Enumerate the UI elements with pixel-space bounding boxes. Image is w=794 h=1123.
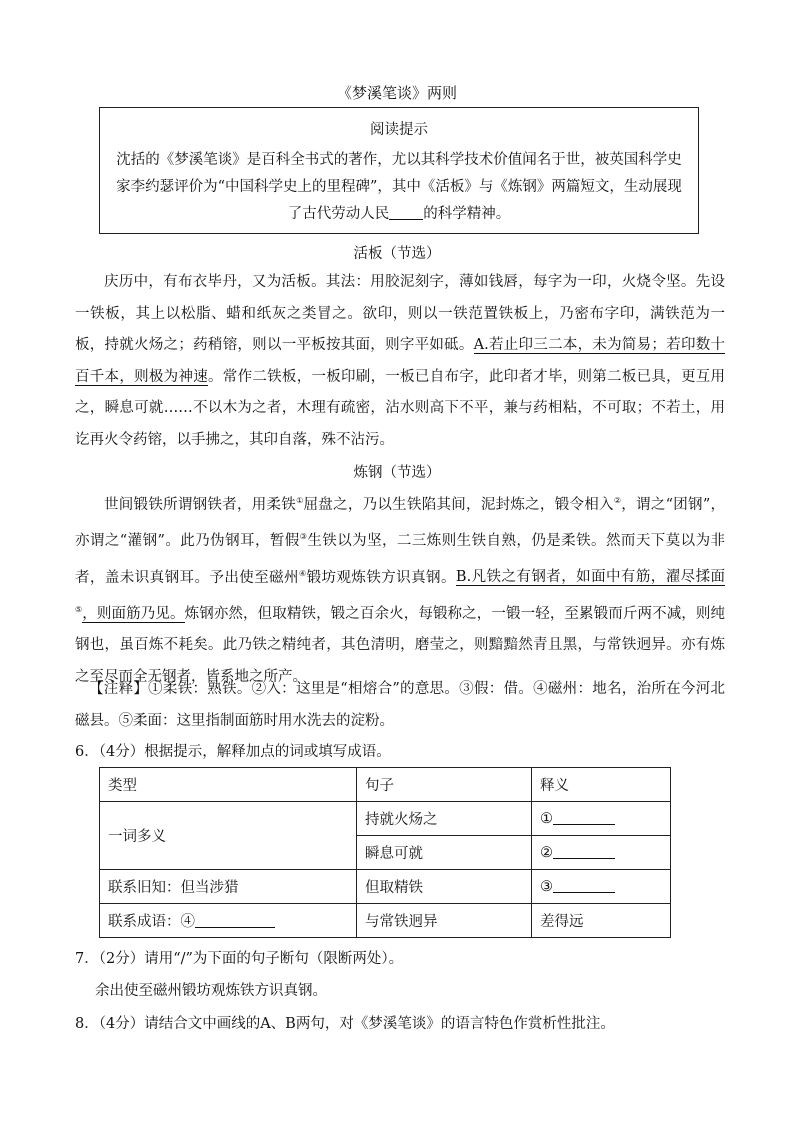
passage-liangang-part-5: 锻坊观炼铁方识真钢。 [306,569,456,586]
question-6-stem: 6．（4分）根据提示，解释加点的词或填写成语。 [75,744,391,760]
row3-type-cell [100,904,357,938]
row1-type: 一词多义 [100,802,357,870]
underlined-sentence-a: A.若止印三二本，未为简易；若印数十百千本，则极为神速 [75,337,725,385]
section-heading-huoban: 活板（节选） [353,246,441,262]
row2-answer-cell [532,870,671,904]
header-sentence: 句子 [357,768,532,802]
row3-sentence: 与常铁迥异 [357,904,532,938]
row1b-sentence: 瞬息可就 [357,836,532,870]
header-meaning: 释义 [532,768,671,802]
answer-blank-1[interactable] [553,810,615,825]
question-7-stem: 7．（2分）请用“/”为下面的句子断句（限断两处）。 [75,951,404,967]
table-row [100,870,671,904]
answer-blank-2[interactable] [553,844,615,859]
footnote-marker-2: ② [613,496,622,505]
row1a-answer-cell [532,802,671,836]
reading-tip-text-b: 的科学精神。 [423,206,511,222]
row2-sentence: 但取精铁 [357,870,532,904]
row1a-answer-label: ① [540,811,553,827]
passage-liangang-part-4: 生铁以为坚，二三炼则生铁自熟，仍是柔铁。然而天下莫以为非者，盖未识真钢耳。予出使至磁州 [75,533,726,586]
row1b-answer-label: ② [540,845,553,861]
passage-huoban [75,267,725,456]
answer-blank-4[interactable] [195,913,275,928]
table-row [100,904,671,938]
answer-blank-3[interactable] [553,878,615,893]
underlined-sentence-b-part-1: B.凡铁之有钢者，如面中有筋，濯尽揉面 [455,569,726,586]
footnote-marker-5: ⑤ [75,604,83,614]
passage-huoban-part-a: 庆历中，有布衣毕丹，又为活板。其法：用胶泥刻字，薄如钱唇，每字为一印，火烧令坚。先设一铁板，其上以松脂、蜡和纸灰之类冒之。欲印，则以一铁范置铁板上，乃密布字印，满铁范为一板，持就火炀之；药稍镕，则以一平板按其面，则字平如砥。 [75,274,725,353]
fill-blank[interactable] [389,205,423,220]
passage-liangang-part-1: 世间锻铁所谓钢铁者，用柔铁 [104,496,297,513]
footnote-marker-1: ① [296,496,304,505]
passage-liangang-part-3: ，谓之“团钢”，亦谓之“灌钢”。此乃伪钢耳，暂假 [75,496,726,550]
document-title: 《梦溪笔谈》两则 [336,84,457,102]
question-7-sentence: 余出使至磁州锻坊观炼铁方识真钢。 [95,983,327,999]
row3-answer: 差得远 [532,904,671,938]
table-row [100,802,671,836]
row2-answer-label: ③ [540,879,553,895]
footnote-marker-4: ④ [298,568,307,578]
passage-liangang [75,485,725,693]
row3-type: 联系成语：④ [108,914,195,930]
passage-liangang-part-6: 炼钢亦然，但取精铁，锻之百余火，每锻称之，一锻一轻，至累锻而斤两不减，则纯钢也，虽百炼不耗矣。此乃铁之精纯者，其色清明，磨莹之，则黯黯然青且黑，与常铁迥异。亦有炼之至尽而全无钢者，皆系地之所产。 [75,605,726,685]
table-header-row [100,768,671,802]
reading-tip-text-a: 沈括的《梦溪笔谈》是百科全书式的著作，尤以其科学技术价值闻名于世，被英国科学史家李约瑟评价为“中国科学史上的里程碑”，其中《活板》与《炼钢》两篇短文，生动展现了古代劳动人民 [116,152,682,222]
row1a-sentence: 持就火炀之 [357,802,532,836]
row2-type: 联系旧知：但当涉猎 [100,870,357,904]
question-8-stem: 8．（4分）请结合文中画线的A、B两句，对《梦溪笔谈》的语言特色作赏析性批注。 [75,1016,615,1032]
header-type: 类型 [100,768,357,802]
footnote-marker-3: ③ [299,532,308,542]
reading-tip-box [99,107,699,234]
passage-liangang-part-2: 屈盘之，乃以生铁陷其间，泥封炼之，锻令相入 [303,496,614,513]
passage-huoban-part-b: 。常作二铁板，一板印刷，一板已自布字，此印者才毕，则第二板已具，更互用之，瞬息可就……不以木为之者，木理有疏密，沾水则高下不平，兼与药相粘，不可取；不若土，用讫再火令药镕，以手拂之，其印自落，殊不沾污。 [75,368,726,448]
reading-tip-text [112,147,686,228]
annotation-notes: 【注释】①柔铁：熟铁。②入：这里是“相熔合”的意思。③假：借。④磁州：地名，治所在今河北磁县。⑤柔面：这里指制面筋时用水洗去的淀粉。 [75,681,725,729]
question-6-table [99,767,671,938]
reading-tip-heading: 阅读提示 [370,122,428,138]
underlined-sentence-b-part-2: ，则面筋乃见。 [82,605,185,622]
row1b-answer-cell [532,836,671,870]
section-heading-liangang: 炼钢（节选） [353,465,441,481]
